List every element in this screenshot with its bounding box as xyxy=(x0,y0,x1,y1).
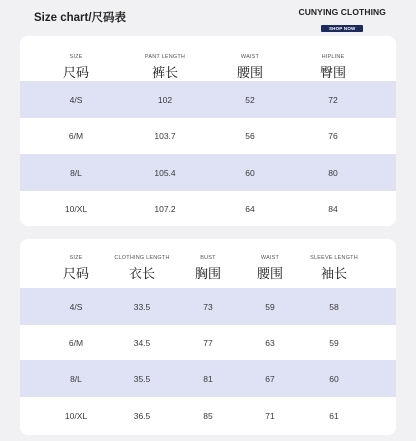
table-row xyxy=(20,397,396,435)
size-cell: 4/S xyxy=(69,301,83,312)
hipline-cell: 72 xyxy=(328,94,338,105)
clothing-length-cell: 36.5 xyxy=(133,411,151,421)
column-header-clothing-length: CLOTHING LENGTH 衣长 xyxy=(114,254,170,281)
column-header-bust: BUST 胸围 xyxy=(194,254,221,281)
waist-cell: 56 xyxy=(245,131,255,141)
brand-name: CUNYING CLOTHING xyxy=(298,7,386,17)
table-row xyxy=(20,325,396,360)
column-header-pant-length: PANT LENGTH 裤长 xyxy=(144,53,186,80)
size-cell: 8/L xyxy=(70,167,82,178)
column-header-waist: WAIST 腰围 xyxy=(256,254,283,281)
size-cell: 10/XL xyxy=(64,203,88,214)
page-header xyxy=(0,0,416,32)
column-header-size: SIZE 尺码 xyxy=(62,254,89,281)
table-row xyxy=(20,288,396,325)
waist-cell: 59 xyxy=(265,301,275,312)
size-cell: 4/S xyxy=(69,94,83,105)
table-row xyxy=(20,81,396,118)
sleeve-length-cell: 58 xyxy=(329,301,339,312)
column-header-waist: WAIST 腰围 xyxy=(236,53,263,80)
table-row xyxy=(20,360,396,397)
sleeve-length-cell: 59 xyxy=(329,337,339,348)
sleeve-length-cell: 60 xyxy=(329,373,339,384)
brand-block xyxy=(298,7,386,35)
waist-cell: 64 xyxy=(245,203,255,214)
bust-cell: 85 xyxy=(203,411,213,421)
table-row xyxy=(20,118,396,154)
sleeve-length-cell: 61 xyxy=(329,411,339,421)
pant-length-cell: 105.4 xyxy=(154,167,176,178)
bust-cell: 77 xyxy=(203,337,213,348)
pant-length-cell: 103.7 xyxy=(154,131,176,141)
pant-length-cell: 102 xyxy=(157,94,173,105)
waist-cell: 63 xyxy=(265,337,275,348)
pant-length-cell: 107.2 xyxy=(154,203,176,214)
shop-now-button[interactable]: SHOP NOW xyxy=(321,25,364,32)
hipline-cell: 84 xyxy=(328,203,338,214)
hipline-cell: 80 xyxy=(328,167,338,178)
hipline-cell: 76 xyxy=(328,131,338,141)
tops-size-table xyxy=(20,239,396,435)
clothing-length-cell: 35.5 xyxy=(133,373,151,384)
table-row xyxy=(20,191,396,226)
waist-cell: 60 xyxy=(245,167,255,178)
waist-cell: 67 xyxy=(265,373,275,384)
clothing-length-cell: 33.5 xyxy=(133,301,151,312)
bust-cell: 73 xyxy=(203,301,213,312)
column-header-hipline: HIPLINE 臀围 xyxy=(319,53,346,80)
size-cell: 10/XL xyxy=(64,411,88,421)
pants-size-table xyxy=(20,36,396,226)
table-row xyxy=(20,154,396,191)
column-header-size: SIZE 尺码 xyxy=(62,53,89,80)
size-cell: 8/L xyxy=(70,373,82,384)
column-header-sleeve-length: SLEEVE LENGTH 袖长 xyxy=(310,254,358,281)
waist-cell: 52 xyxy=(245,94,255,105)
size-cell: 6/M xyxy=(68,131,84,141)
bust-cell: 81 xyxy=(203,373,213,384)
size-cell: 6/M xyxy=(68,337,84,348)
waist-cell: 71 xyxy=(265,411,275,421)
table-header-row xyxy=(20,245,396,291)
clothing-length-cell: 34.5 xyxy=(133,337,151,348)
page-title: Size chart/尺码表 xyxy=(34,12,127,24)
